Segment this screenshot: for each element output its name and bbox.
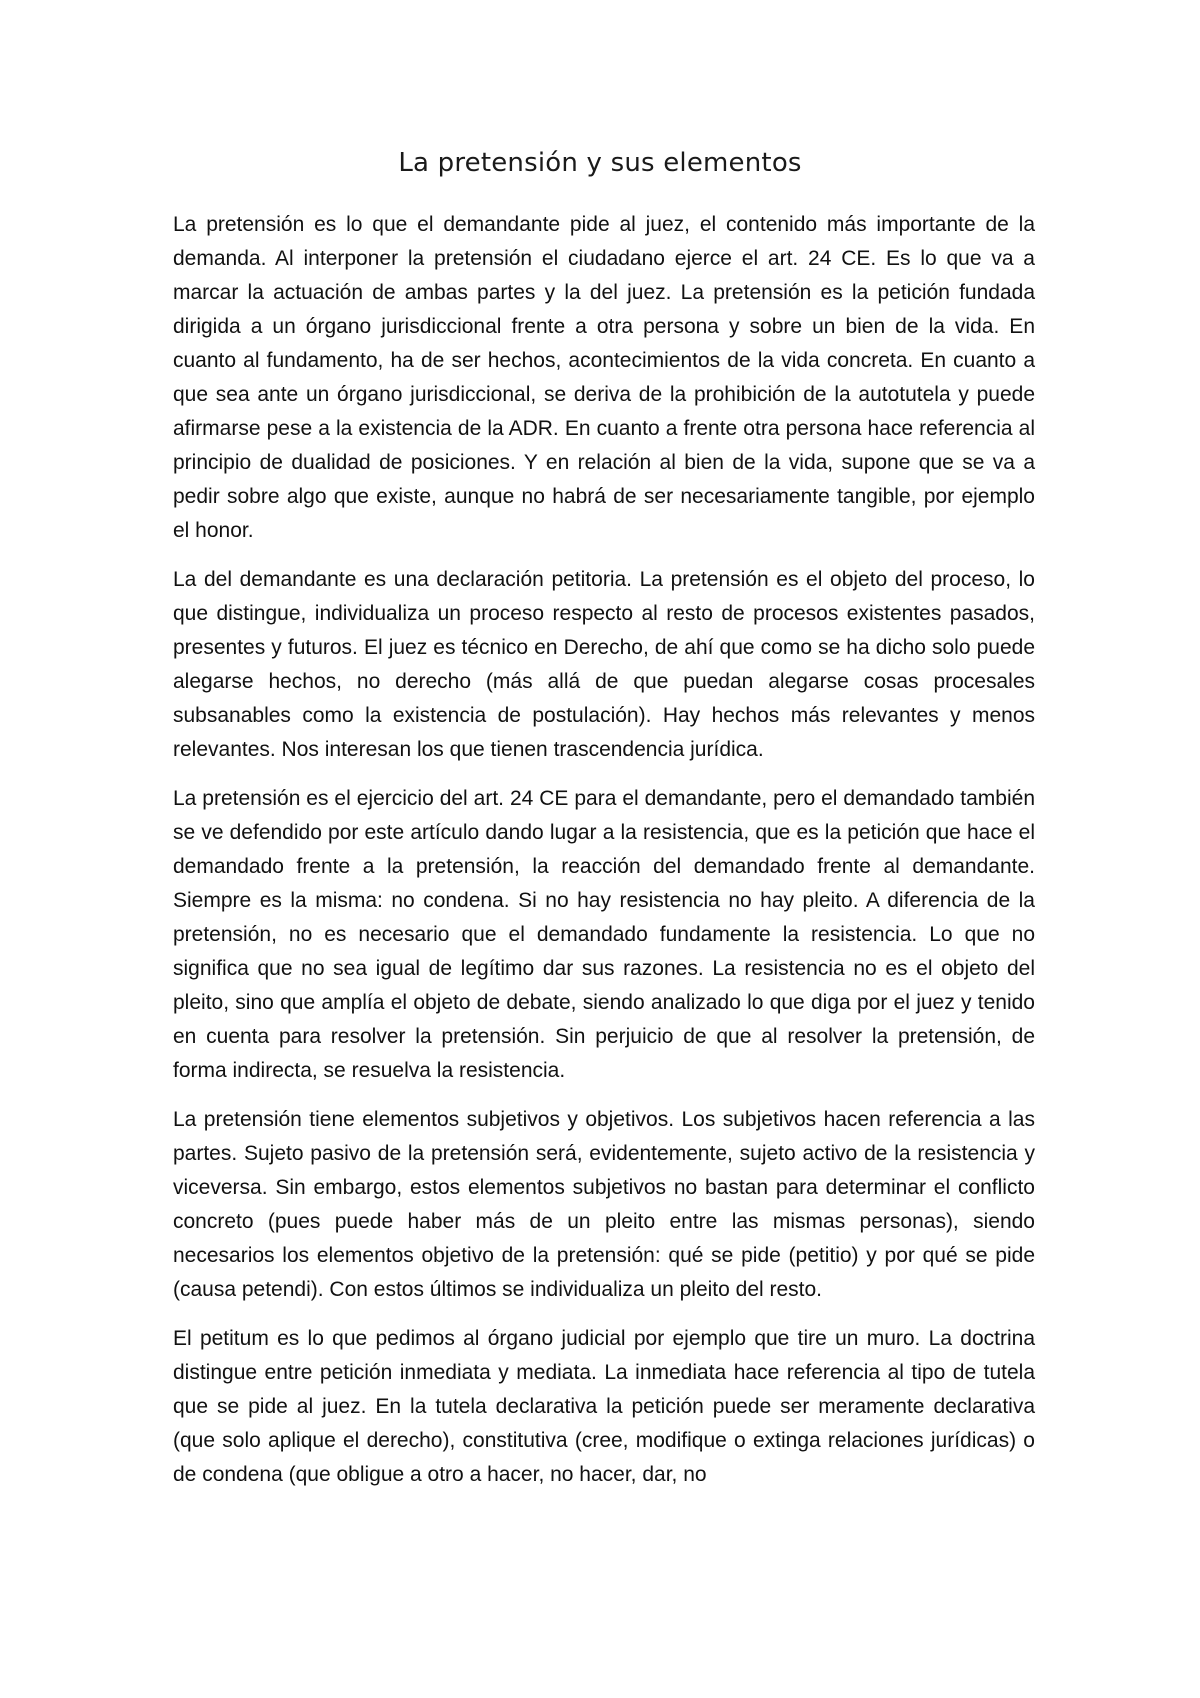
document-body	[173, 208, 1035, 1507]
document-title: La pretensión y sus elementos	[398, 148, 802, 178]
paragraph-3: La pretensión es el ejercicio del art. 24 CE para el demandante, pero el demandado también se ve defendido por este artículo dando lugar a la resistencia, que es la petición que hace el demandado frente a la pretensión, la reacción del demandado frente al demandante. Siempre es la misma: no condena. Si no hay resistencia no hay pleito. A diferencia de la pretensión, no es necesario que el demandado fundamente la resistencia. Lo que no significa que no sea igual de legítimo dar sus razones. La resistencia no es el objeto del pleito, sino que amplía el objeto de debate, siendo analizado lo que diga por el juez y tenido en cuenta para resolver la pretensión. Sin perjuicio de que al resolver la pretensión, de forma indirecta, se resuelva la resistencia.	[173, 787, 1035, 1082]
paragraph-1: La pretensión es lo que el demandante pide al juez, el contenido más importante de la demanda. Al interponer la pretensión el ciudadano ejerce el art. 24 CE. Es lo que va a marcar la actuación de ambas partes y la del juez. La pretensión es la petición fundada dirigida a un órgano jurisdiccional frente a otra persona y sobre un bien de la vida. En cuanto al fundamento, ha de ser hechos, acontecimientos de la vida concreta. En cuanto a que sea ante un órgano jurisdiccional, se deriva de la prohibición de la autotutela y puede afirmarse pese a la existencia de la ADR. En cuanto a frente otra persona hace referencia al principio de dualidad de posiciones. Y en relación al bien de la vida, supone que se va a pedir sobre algo que existe, aunque no habrá de ser necesariamente tangible, por ejemplo el honor.	[173, 213, 1035, 542]
paragraph-2: La del demandante es una declaración petitoria. La pretensión es el objeto del proceso, lo que distingue, individualiza un proceso respecto al resto de procesos existentes pasados, presentes y futuros. El juez es técnico en Derecho, de ahí que como se ha dicho solo puede alegarse hechos, no derecho (más allá de que puedan alegarse cosas procesales subsanables como la existencia de postulación). Hay hechos más relevantes y menos relevantes. Nos interesan los que tienen trascendencia jurídica.	[173, 568, 1035, 761]
paragraph-4: La pretensión tiene elementos subjetivos y objetivos. Los subjetivos hacen referencia a las partes. Sujeto pasivo de la pretensión será, evidentemente, sujeto activo de la resistencia y viceversa. Sin embargo, estos elementos subjetivos no bastan para determinar el conflicto concreto (pues puede haber más de un pleito entre las mismas personas), siendo necesarios los elementos objetivo de la pretensión: qué se pide (petitio) y por qué se pide (causa petendi). Con estos últimos se individualiza un pleito del resto.	[173, 1108, 1035, 1301]
paragraph-5: El petitum es lo que pedimos al órgano judicial por ejemplo que tire un muro. La doctrina distingue entre petición inmediata y mediata. La inmediata hace referencia al tipo de tutela que se pide al juez. En la tutela declarativa la petición puede ser meramente declarativa (que solo aplique el derecho), constitutiva (cree, modifique o extinga relaciones jurídicas) o de condena (que obligue a otro a hacer, no hacer, dar, no	[173, 1327, 1035, 1486]
